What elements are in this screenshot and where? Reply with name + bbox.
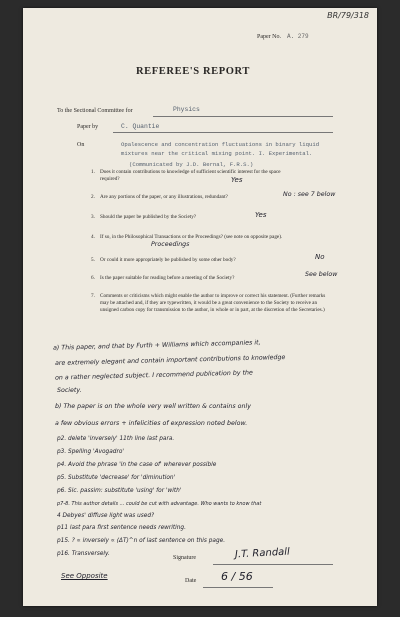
comment-line: p6. Sic. passim: substitute 'using' for 'with' <box>57 488 182 494</box>
answer-5: No <box>315 253 325 261</box>
committee-value: Physics <box>173 106 200 113</box>
question-number: 7. <box>91 293 95 299</box>
referee-report-sheet <box>23 8 377 606</box>
comment-line: a) This paper, and that by Furth + Williams which accompanies it, <box>52 339 261 352</box>
comment-line: p3. Spelling 'Avogadro' <box>57 449 124 455</box>
archive-reference: BR/79/318 <box>327 11 369 20</box>
question-number: 4. <box>91 234 95 240</box>
paper-number <box>257 33 309 40</box>
question-number: 2. <box>91 194 95 200</box>
paper-by-label: Paper by <box>77 124 99 130</box>
on-line-1: Opalescence and concentration fluctuations in binary liquid <box>121 141 320 148</box>
comment-line: Society. <box>57 387 82 394</box>
see-opposite-note: See Opposite <box>61 572 108 580</box>
comment-line: p15. ? ∝ inversely ∝ (ΔT)^n of last sentence on this page. <box>57 538 226 544</box>
question-text: Are any portions of the paper, or any illustrations, redundant? <box>100 194 228 200</box>
paper-number-label: Paper No. <box>257 34 281 40</box>
paper-by-value: C. Quantie <box>121 123 160 130</box>
question-text: If so, in the Philosophical Transactions or the Proceedings? (see note on opposite page). <box>100 234 283 240</box>
question-number: 5. <box>91 257 95 263</box>
comment-line: 4 Debyes' diffuse light was used? <box>57 513 155 519</box>
question-number: 3. <box>91 214 95 220</box>
question-1 <box>91 169 301 183</box>
page-title: REFEREE'S REPORT <box>136 66 250 77</box>
comment-line: a few obvious errors + infelicities of expression noted below. <box>55 420 248 427</box>
on-line-2: mixtures near the critical mixing point. I. Experimental. <box>121 150 313 157</box>
question-6 <box>91 275 301 282</box>
comment-line: p11 last para first sentence needs rewriting. <box>57 525 186 531</box>
question-number: 1. <box>91 169 95 175</box>
question-text: Comments or criticisms which might enable the author to improve or correct his statement. (Further remarks may be attached and, if they are typewritten, it would be a great convenience to the Society to receive an unsigned carbon copy for transmission to the author, in whole or in part, at the discretion of the Secretaries.) <box>100 293 326 313</box>
question-7 <box>91 293 329 329</box>
question-5 <box>91 257 311 264</box>
comment-line: p2. delete 'inversely' 11th line last para. <box>57 436 175 442</box>
comment-line: p7-8. This author details ... could be cut with advantage. Who wants to know that <box>57 501 262 507</box>
answer-4: Proceedings <box>151 241 190 248</box>
question-4 <box>91 234 323 248</box>
signature-label: Signature <box>173 555 196 561</box>
date-label: Date <box>185 578 197 584</box>
paper-number-value: A. 279 <box>287 33 309 40</box>
question-text: Does it contain contributions to knowledge of sufficient scientific interest for the space required? <box>100 169 281 182</box>
question-number: 6. <box>91 275 95 281</box>
signature-value: J.T. Randall <box>234 546 291 561</box>
on-line-3: (Communicated by J.D. Bernal, F.R.S.) <box>129 161 254 168</box>
committee-label: To the Sectional Committee for <box>57 108 133 114</box>
comment-line: p4. Avoid the phrase 'in the case of' wherever possible <box>57 462 217 468</box>
answer-6: See below <box>305 271 338 278</box>
on-label: On <box>77 142 85 148</box>
question-3 <box>91 214 301 221</box>
question-2 <box>91 194 301 201</box>
answer-3: Yes <box>255 211 267 219</box>
comment-line: on a rather neglected subject. I recommend publication by the <box>54 369 253 382</box>
comment-line: are extremely elegant and contain important contributions to knowledge <box>54 353 286 368</box>
date-value: 6 / 56 <box>221 570 253 583</box>
question-text: Or could it more appropriately be published by some other body? <box>100 257 236 263</box>
comment-line: p16. Transversely. <box>57 551 110 557</box>
comment-line: p5. Substitute 'decrease' for 'diminution' <box>57 475 176 481</box>
comment-line: b) The paper is on the whole very well written & contains only <box>55 403 251 410</box>
question-text: Is the paper suitable for reading before a meeting of the Society? <box>100 275 235 281</box>
question-text: Should the paper be published by the Society? <box>100 214 197 220</box>
answer-2: No : see 7 below <box>283 191 336 198</box>
answer-1: Yes <box>231 176 243 184</box>
